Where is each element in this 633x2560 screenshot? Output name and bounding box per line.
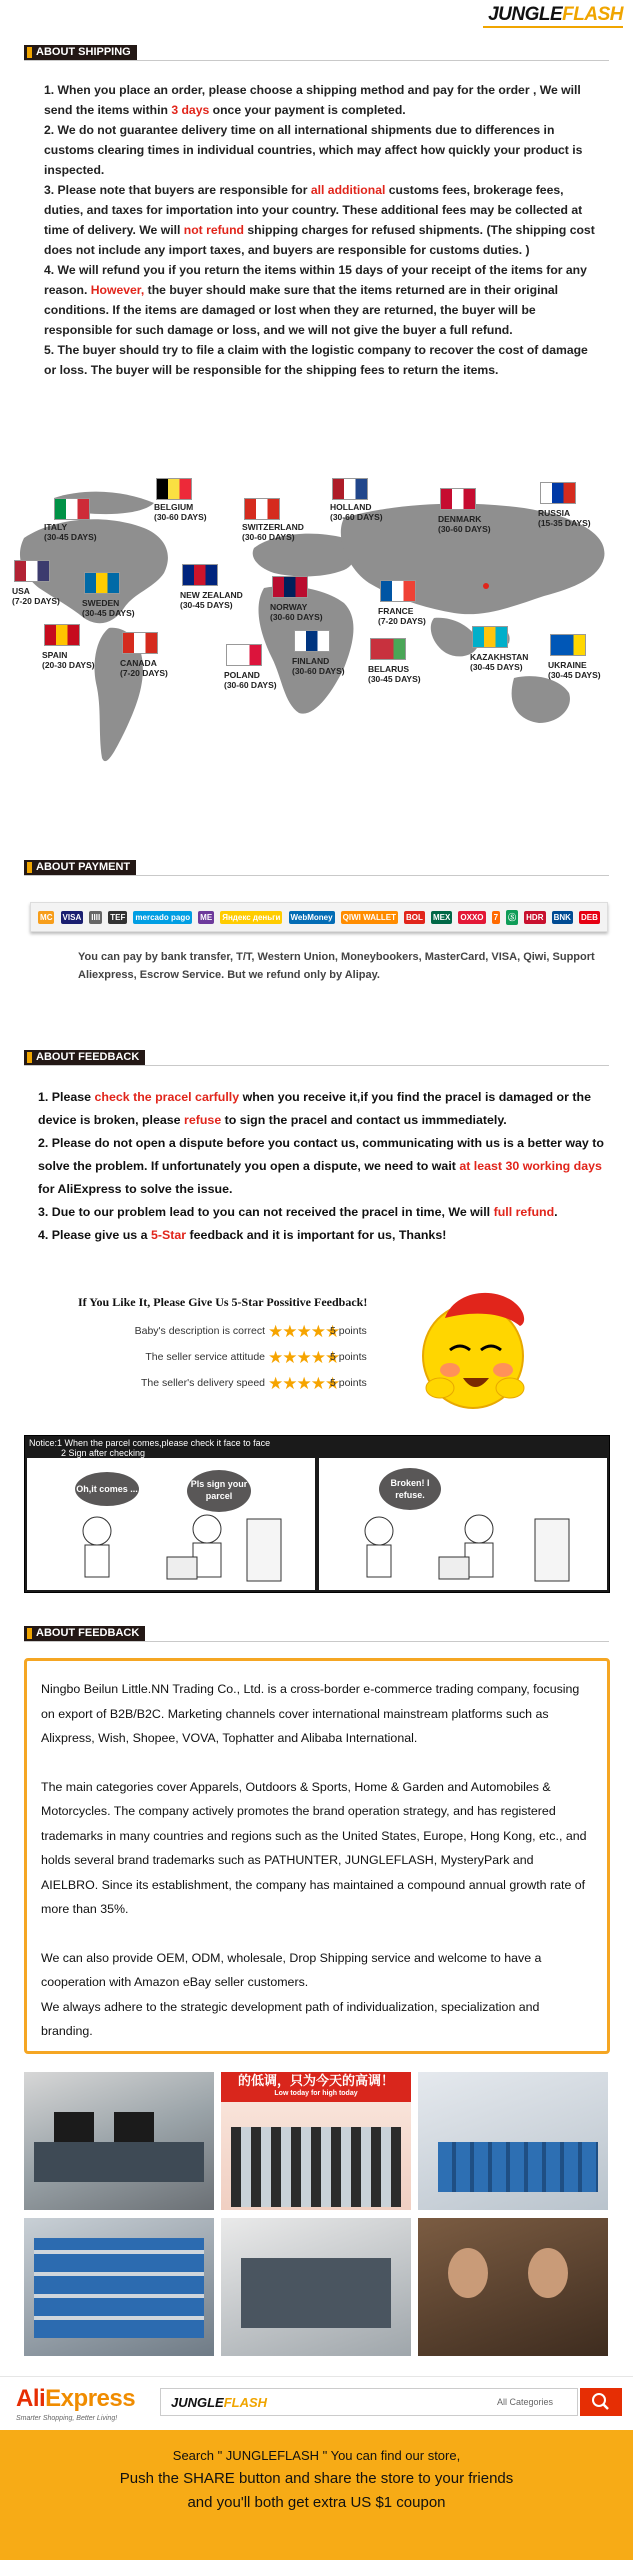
office-photo — [24, 2072, 214, 2210]
payment-logos — [30, 902, 608, 932]
brand-logo[interactable]: JUNGLEFLASH — [488, 4, 623, 25]
positive-feedback-title: If You Like It, Please Give Us 5-Star Possitive Feedback! — [78, 1295, 368, 1309]
payment-logo-icon: MEX — [432, 912, 451, 922]
flag-norway-icon — [272, 576, 308, 598]
country-label: NORWAY (30-60 DAYS) — [270, 602, 323, 622]
payment-logo-icon: IIII — [91, 912, 101, 922]
country-label: POLAND (30-60 DAYS) — [224, 670, 277, 690]
aliexpress-logo[interactable]: AliExpress — [16, 2385, 136, 2412]
country-label: FINLAND (30-60 DAYS) — [292, 656, 345, 676]
parcel-notice — [24, 1435, 610, 1593]
flag-kazakhstan-icon — [472, 626, 508, 648]
flag-russia-icon — [540, 482, 576, 504]
partners-photo — [418, 2218, 608, 2356]
feedback-item-2: 2. Please do not open a dispute before you contact us, communicating with us is a better way to solve the problem. If unfortunately you open a dispute, we need to wait at least 30 working days for AliExpress to solve the issue. — [38, 1136, 604, 1196]
payment-logo-icon: HDR — [526, 912, 544, 922]
payment-logo-icon: Ⓢ — [506, 910, 518, 925]
workstation-photo — [221, 2218, 411, 2356]
shipping-term-3: 3. Please note that buyers are responsible for all additional customs fees, brokerage fees, duties, and taxes for importation into your country. These additional fees may be collected at time of delivery. We will not refund shipping charges for refused shipments. (The shipping cost does not include any import taxes, and buyers are responsible for customs duties. ) — [44, 183, 595, 257]
payment-logo-icon: VISA — [62, 912, 82, 922]
payment-logo-icon: 7 — [493, 912, 499, 922]
about-divider — [24, 1641, 609, 1642]
shipping-terms — [44, 80, 599, 380]
refuse-cartoon-icon — [339, 1513, 579, 1588]
flag-ukraine-icon — [550, 634, 586, 656]
rating-row — [90, 1374, 400, 1394]
flag-france-icon — [380, 580, 416, 602]
country-label: BELGIUM (30-60 DAYS) — [154, 502, 207, 522]
country-label: SWEDEN (30-45 DAYS) — [82, 598, 135, 618]
warehouse-photo — [418, 2072, 608, 2210]
shipping-divider — [24, 60, 609, 61]
payment-logo-icon: WebMoney — [290, 912, 333, 922]
country-label: UKRAINE (30-45 DAYS) — [548, 660, 601, 680]
rating-label: Baby's description is correct — [134, 1325, 265, 1337]
shipping-term-1: 1. When you place an order, please choose a shipping method and pay for the order , We will send the items within 3 days once your payment is completed. — [44, 83, 581, 117]
payment-divider — [24, 875, 609, 876]
payment-section-title: ABOUT PAYMENT — [24, 860, 136, 875]
country-label: FRANCE (7-20 DAYS) — [378, 606, 426, 626]
country-label: CANADA (7-20 DAYS) — [120, 658, 168, 678]
rating-row — [90, 1348, 400, 1368]
speech-bubble: Pls sign your parcel — [187, 1470, 251, 1512]
payment-logo-icon: mercado pago — [135, 912, 191, 922]
aliexpress-bar — [0, 2376, 633, 2430]
rating-points: 5 points — [330, 1377, 367, 1389]
category-select[interactable]: All Categories — [497, 2397, 554, 2407]
flag-sweden-icon — [84, 572, 120, 594]
notice-text: Notice:1 When the parcel comes,please check it face to face 2 Sign after checking — [29, 1438, 271, 1458]
feedback-divider — [24, 1065, 609, 1066]
promo-line-3: and you'll both get extra US $1 coupon — [187, 2494, 446, 2511]
country-label: HOLLAND (30-60 DAYS) — [330, 502, 383, 522]
notice-panel-left — [27, 1458, 315, 1590]
shipping-term-2: 2. We do not guarantee delivery time on all international shipments due to differences in customs clearing times in individual countries, which may affect how quickly your product is inspected. — [44, 123, 583, 177]
rating-stars-icon: ★★★★★ — [268, 1374, 340, 1393]
shipping-term-4: 4. We will refund you if you return the items within 15 days of your receipt of the items for any reason. However, the buyer should make sure that the items returned are in their original conditions. If the items are damaged or lost when they are returned, the buyer will be responsible for such damage or loss, and we will not give the buyer a full refund. — [44, 263, 587, 337]
country-label: USA (7-20 DAYS) — [12, 586, 60, 606]
rating-row — [90, 1322, 400, 1342]
about-section-title: ABOUT FEEDBACK — [24, 1626, 145, 1641]
payment-logo-icon: MC — [40, 912, 53, 922]
rating-stars-icon: ★★★★★ — [268, 1322, 340, 1341]
rating-label: The seller's delivery speed — [141, 1377, 265, 1389]
rating-points: 5 points — [330, 1351, 367, 1363]
promo-line-1: Search " JUNGLEFLASH " You can find our store, — [172, 2448, 461, 2463]
smiley-mascot-icon — [415, 1278, 535, 1413]
country-label: NEW ZEALAND (30-45 DAYS) — [180, 590, 243, 610]
flag-italy-icon — [54, 498, 90, 520]
payment-logo-icon: BNK — [553, 912, 571, 922]
feedback-instructions — [38, 1086, 613, 1247]
flag-denmark-icon — [440, 488, 476, 510]
aliexpress-tagline: Smarter Shopping, Better Living! — [16, 2415, 118, 2422]
logo-underline — [483, 26, 623, 28]
feedback-section-title: ABOUT FEEDBACK — [24, 1050, 145, 1065]
country-label: ITALY (30-45 DAYS) — [44, 522, 97, 542]
company-paragraph-2: The main categories cover Apparels, Outdoors & Sports, Home & Garden and Automobiles & Motorcycles. The company actively promotes the brand operation strategy, and has registered trademarks in many countries and regions such as the United States, Europe, Hong Kong, etc., and holds several brand trademarks such as PATHUNTER, JUNGLEFLASH, MysteryPark and AIELBRO. Since its establishment, the company has maintained a compound annual growth rate of more than 35%. — [41, 1779, 587, 1916]
feedback-item-4: 4. Please give us a 5-Star feedback and it is important for us, Thanks! — [38, 1228, 447, 1242]
speech-bubble: Broken! I refuse. — [379, 1468, 441, 1510]
search-icon — [580, 2388, 622, 2416]
flag-poland-icon — [226, 644, 262, 666]
payment-logo-icon: TEF — [110, 912, 126, 922]
payment-logo-icon: OXXO — [460, 912, 484, 922]
payment-logo-icon: Яндекс деньги — [222, 912, 281, 922]
speech-bubble: Oh,it comes ... — [75, 1472, 139, 1506]
promo-line-2: Push the SHARE button and share the store to your friends — [119, 2470, 514, 2487]
payment-logo-icon: DEB — [580, 912, 598, 922]
search-button[interactable] — [580, 2388, 622, 2416]
flag-new-zealand-icon — [182, 564, 218, 586]
storage-photo — [24, 2218, 214, 2356]
share-promo-banner — [0, 2430, 633, 2560]
flag-finland-icon — [294, 630, 330, 652]
flag-switzerland-icon — [244, 498, 280, 520]
flag-usa-icon — [14, 560, 50, 582]
flag-belgium-icon — [156, 478, 192, 500]
payment-logo-icon: QIWI WALLET — [342, 912, 396, 922]
payment-logo-icon: ME — [200, 912, 213, 922]
shipping-section-title: ABOUT SHIPPING — [24, 45, 137, 60]
feedback-item-1: 1. Please check the pracel carfully when you receive it,if you find the pracel is damaged or the device is broken, please refuse to sign the pracel and contact us immmediately. — [38, 1090, 591, 1127]
team-banner: 的低调，只为今天的高调！ Low today for high today — [221, 2072, 411, 2102]
feedback-item-3: 3. Due to our problem lead to you can not received the pracel in time, We will full refund. — [38, 1205, 558, 1219]
flag-belarus-icon — [370, 638, 406, 660]
rating-stars-icon: ★★★★★ — [268, 1348, 340, 1367]
company-paragraph-4: We always adhere to the strategic development path of individualization, specialization and branding. — [41, 1999, 540, 2038]
rating-label: The seller service attitude — [145, 1351, 265, 1363]
country-label: RUSSIA (15-35 DAYS) — [538, 508, 591, 528]
country-label: SPAIN (20-30 DAYS) — [42, 650, 95, 670]
company-paragraph-1: Ningbo Beilun Little.NN Trading Co., Ltd. is a cross-border e-commerce trading company, focusing on export of B2B/B2C. Marketing channels cover international mainstream platforms such as Alixpress, Wish, Shopee, VOVA, Tophatter and Alibaba International. — [41, 1682, 580, 1745]
team-photo — [221, 2072, 411, 2210]
delivery-cartoon-icon — [57, 1513, 287, 1588]
shipping-term-5: 5. The buyer should try to file a claim with the logistic company to recover the cost of damage or loss. The buyer will be responsible for the shipping fees to return the items. — [44, 343, 588, 377]
payment-logo-icon: BOL — [406, 912, 423, 922]
country-label: DENMARK (30-60 DAYS) — [438, 514, 491, 534]
page-header — [0, 0, 633, 30]
flag-canada-icon — [122, 632, 158, 654]
country-label: BELARUS (30-45 DAYS) — [368, 664, 421, 684]
store-search-input[interactable] — [160, 2388, 578, 2416]
world-shipping-map — [14, 478, 620, 808]
flag-holland-icon — [332, 478, 368, 500]
rating-points: 5 points — [330, 1325, 367, 1337]
payment-description: You can pay by bank transfer, T/T, Western Union, Moneybookers, MasterCard, VISA, Qiwi, Support Aliexpress, Escrow Service. But we refund only by Alipay. — [78, 951, 595, 981]
flag-spain-icon — [44, 624, 80, 646]
company-profile — [24, 1658, 610, 2054]
country-label: KAZAKHSTAN (30-45 DAYS) — [470, 652, 529, 672]
notice-panel-right — [319, 1458, 607, 1590]
country-label: SWITZERLAND (30-60 DAYS) — [242, 522, 304, 542]
store-name: JUNGLEFLASH — [171, 2395, 268, 2410]
company-paragraph-3: We can also provide OEM, ODM, wholesale, Drop Shipping service and welcome to have a cooperation with Amazon eBay seller customers. — [41, 1950, 542, 1989]
